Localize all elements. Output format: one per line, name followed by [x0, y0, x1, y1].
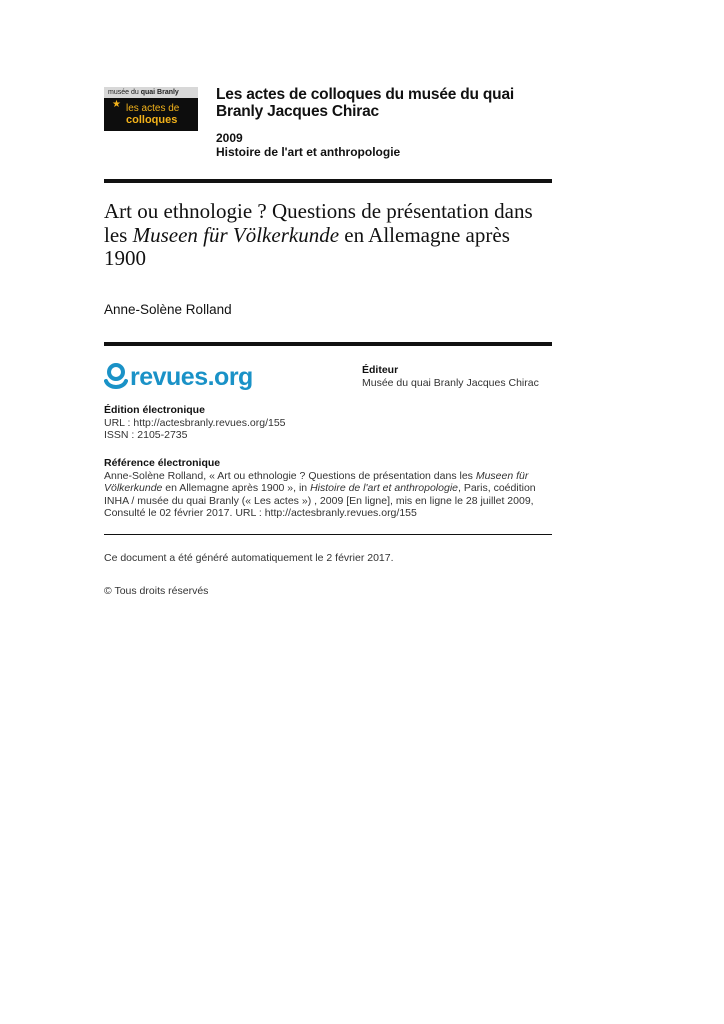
series-title: Les actes de colloques du musée du quai Branly Jacques Chirac [216, 86, 514, 120]
colloques-logo [104, 87, 198, 131]
publisher-label: Éditeur [362, 364, 399, 376]
logo-line2: colloques [126, 114, 178, 126]
revues-logo[interactable] [104, 362, 253, 392]
logo-top-bold: quai Branly [140, 89, 179, 96]
reference-text [104, 470, 552, 520]
publisher-block [362, 364, 539, 390]
reference-italic1: Museen für Völkerkunde [104, 469, 529, 494]
series-theme: Histoire de l'art et anthropologie [216, 145, 401, 159]
reference-text3[interactable]: , Paris, coédition INHA / musée du quai Branly (« Les actes ») , 2009 [En ligne], mis en ligne le 28 juillet 2009, Consulté le 02 février 2017. URL : http://actesbranly.revues.org/155 [104, 482, 536, 519]
top-divider [104, 179, 552, 183]
article-title-italic: Museen für Völkerkunde [132, 222, 340, 247]
logo-museum-name [104, 87, 198, 98]
rights-notice: © Tous droits réservés [104, 585, 209, 597]
article-title-part2: en Allemagne après 1900 [104, 222, 510, 270]
article-title [104, 200, 544, 271]
electronic-edition-label: Édition électronique [104, 404, 205, 416]
generated-notice: Ce document a été généré automatiquement le 2 février 2017. [104, 552, 394, 564]
electronic-edition-url[interactable]: URL : http://actesbranly.revues.org/155 [104, 416, 286, 429]
electronic-edition-issn: ISSN : 2105-2735 [104, 429, 188, 441]
publisher-name: Musée du quai Branly Jacques Chirac [362, 377, 539, 389]
middle-divider [104, 342, 552, 346]
series-meta [216, 131, 400, 159]
revues-logo-text: revues.org [130, 363, 253, 391]
bottom-divider [104, 534, 552, 535]
revues-person-icon [104, 363, 128, 391]
reference-label: Référence électronique [104, 457, 221, 469]
series-year: 2009 [216, 131, 243, 145]
reference-italic2: Histoire de l'art et anthropologie [310, 482, 458, 494]
reference-text2: en Allemagne après 1900 », in [162, 482, 311, 494]
star-icon: ★ [112, 99, 121, 110]
logo-line1: les actes de [126, 103, 180, 114]
article-title-part1: Art ou ethnologie ? Questions de présentation dans les [104, 199, 533, 247]
author-name: Anne-Solène Rolland [104, 302, 232, 317]
electronic-edition-block [104, 404, 552, 442]
reference-block [104, 457, 552, 520]
logo-top-light: musée du [108, 89, 139, 96]
reference-text1: Anne-Solène Rolland, « Art ou ethnologie ? Questions de présentation dans les [104, 469, 476, 482]
